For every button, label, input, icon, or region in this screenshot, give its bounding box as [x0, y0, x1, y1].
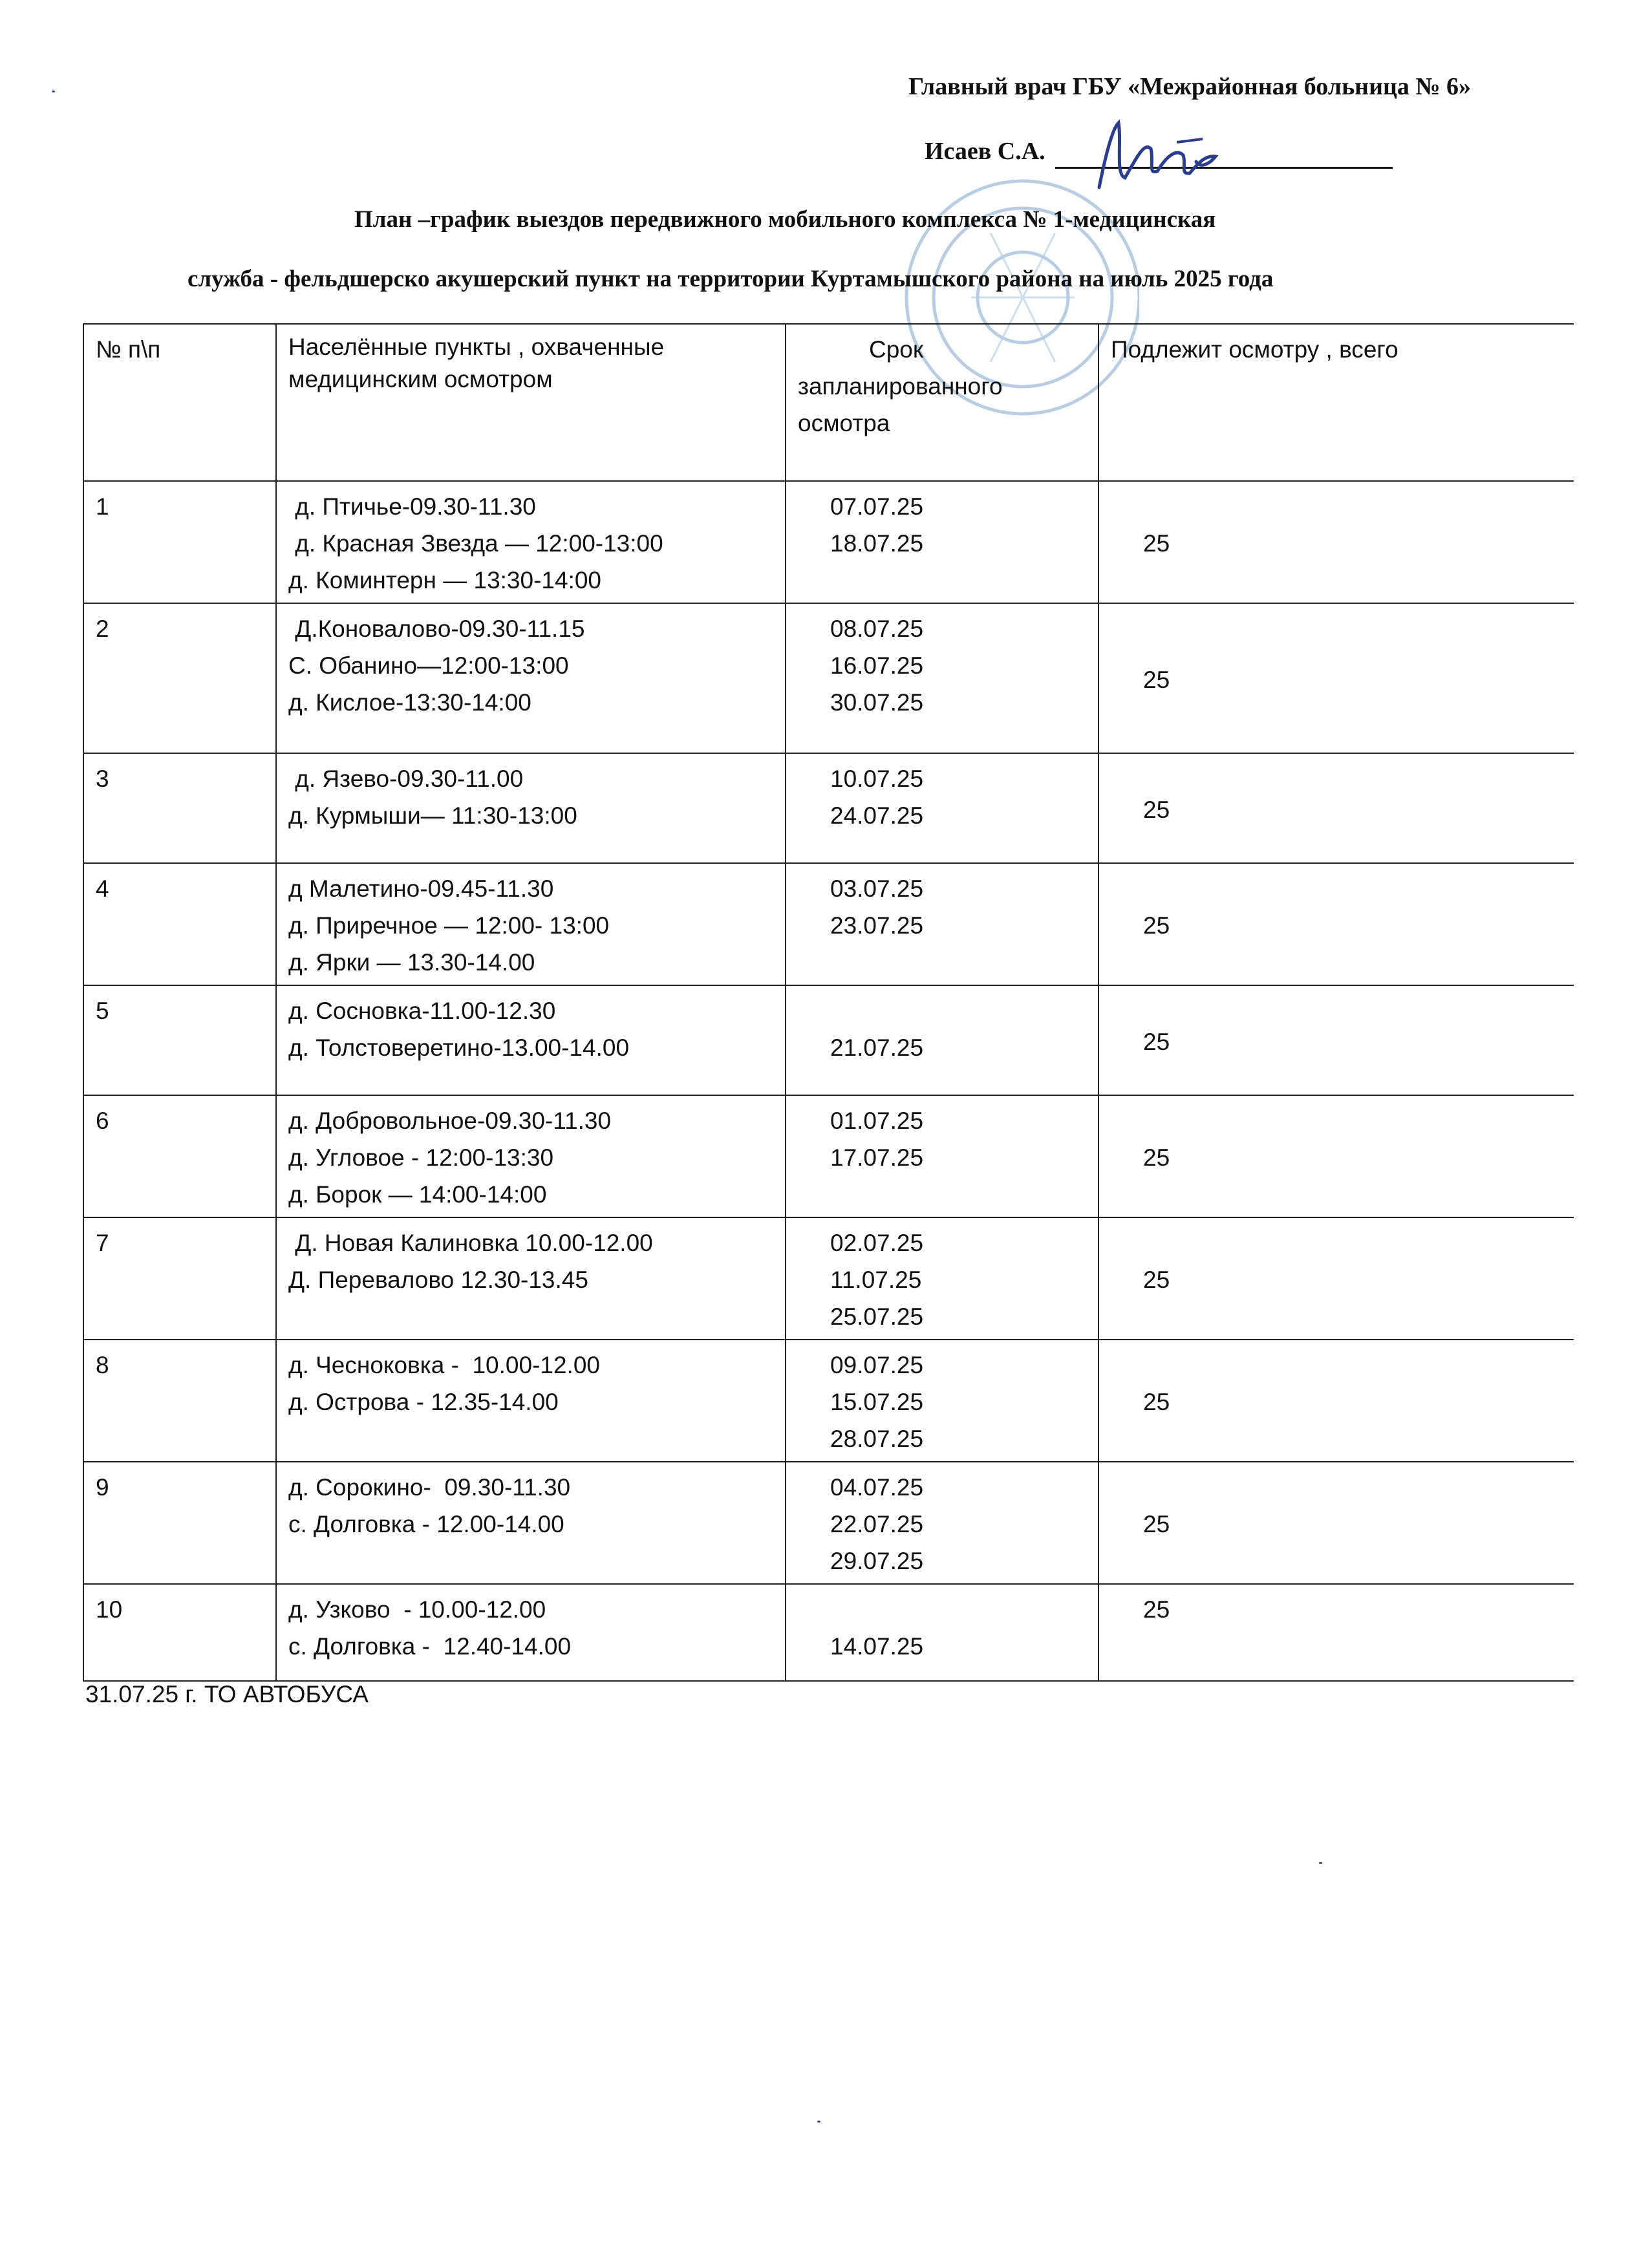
table-row: [83, 481, 1574, 603]
row-dates: [786, 1095, 1098, 1217]
row-dates: [786, 1584, 1098, 1681]
scan-speck: [817, 2121, 820, 2123]
date-entry: 22.07.25: [830, 1511, 924, 1537]
handwritten-signature: [1086, 116, 1241, 200]
row-places: [276, 481, 786, 603]
date-entry: 04.07.25: [830, 1474, 924, 1501]
place-entry: д. Добровольное-09.30-11.30: [288, 1107, 612, 1134]
date-entry: 24.07.25: [830, 802, 924, 829]
row-dates: [786, 603, 1098, 753]
place-entry: д. Чесноковка - 10.00-12.00: [288, 1352, 600, 1378]
date-entry: 23.07.25: [830, 912, 924, 939]
table-row: [83, 1584, 1574, 1681]
plan-title-line2: служба - фельдшерско акушерский пункт на территории Куртамышского района на июль 2025 года: [188, 266, 1274, 292]
place-entry: д. Коминтерн — 13:30-14:00: [288, 567, 601, 594]
row-places: [276, 1340, 786, 1462]
place-entry: С. Обанино—12:00-13:00: [288, 652, 569, 679]
row-count: 25: [1098, 753, 1574, 863]
row-places: [276, 985, 786, 1095]
scan-speck: [1319, 1862, 1322, 1864]
footer-note: 31.07.25 г. ТО АВТОБУСА: [85, 1681, 369, 1707]
row-dates: [786, 1462, 1098, 1584]
header-places: Населённые пункты , охваченные медицинским осмотром: [276, 324, 786, 481]
row-places: [276, 753, 786, 863]
row-count: 25: [1098, 603, 1574, 753]
row-number: 1: [83, 481, 276, 603]
place-entry: д. Птичье-09.30-11.30: [288, 493, 536, 520]
header-dates-line1: Срок: [869, 336, 924, 363]
row-number: 8: [83, 1340, 276, 1462]
date-entry: 09.07.25: [830, 1352, 924, 1378]
row-count: 25: [1098, 863, 1574, 985]
date-entry: 07.07.25: [830, 493, 924, 520]
header-count: Подлежит осмотру , всего: [1098, 324, 1574, 481]
row-places: [276, 1095, 786, 1217]
date-entry: 01.07.25: [830, 1107, 924, 1134]
table-row: [83, 1095, 1574, 1217]
place-entry: с. Долговка - 12.40-14.00: [288, 1633, 572, 1660]
date-entry: 29.07.25: [830, 1548, 924, 1574]
row-count: 25: [1098, 1462, 1574, 1584]
date-entry: 18.07.25: [830, 530, 924, 557]
place-entry: д. Угловое - 12:00-13:30: [288, 1144, 554, 1171]
date-entry: 21.07.25: [830, 1034, 924, 1061]
row-count: 25: [1098, 1095, 1574, 1217]
table-header-row: [83, 324, 1574, 481]
row-count: 25: [1098, 1340, 1574, 1462]
row-number: 3: [83, 753, 276, 863]
place-entry: д. Приречное — 12:00- 13:00: [288, 912, 610, 939]
date-entry: 11.07.25: [830, 1267, 922, 1293]
place-entry: д. Язево-09.30-11.00: [288, 765, 524, 792]
row-count: 25: [1098, 481, 1574, 603]
date-entry: 03.07.25: [830, 875, 924, 902]
table-row: [83, 603, 1574, 753]
place-entry: д. Ярки — 13.30-14.00: [288, 949, 535, 976]
date-entry: 02.07.25: [830, 1230, 924, 1256]
row-places: [276, 1584, 786, 1681]
date-entry: [830, 1591, 1086, 1628]
date-entry: 16.07.25: [830, 652, 924, 679]
row-dates: [786, 481, 1098, 603]
place-entry: Д. Новая Калиновка 10.00-12.00: [288, 1230, 653, 1256]
place-entry: д. Толстоверетино-13.00-14.00: [288, 1034, 630, 1061]
row-dates: [786, 985, 1098, 1095]
place-entry: д. Острова - 12.35-14.00: [288, 1389, 559, 1415]
approval-title: Главный врач ГБУ «Межрайонная больница № 6»: [908, 73, 1472, 100]
row-dates: [786, 863, 1098, 985]
table-row: [83, 1217, 1574, 1340]
place-entry: Д. Перевалово 12.30-13.45: [288, 1267, 588, 1293]
table-row: [83, 985, 1574, 1095]
row-dates: [786, 1217, 1098, 1340]
plan-title-line1: План –график выездов передвижного мобильного комплекса № 1-медицинская: [354, 206, 1216, 233]
approval-signatory: Исаев С.А.: [925, 138, 1045, 165]
table-row: [83, 1462, 1574, 1584]
row-dates: [786, 1340, 1098, 1462]
place-entry: д. Узково - 10.00-12.00: [288, 1596, 546, 1623]
row-places: [276, 1462, 786, 1584]
place-entry: д. Кислое-13:30-14:00: [288, 689, 531, 716]
place-entry: д Малетино-09.45-11.30: [288, 875, 554, 902]
place-entry: д. Сорокино- 09.30-11.30: [288, 1474, 571, 1501]
date-entry: 14.07.25: [830, 1633, 924, 1660]
date-entry: 15.07.25: [830, 1389, 924, 1415]
row-number: 2: [83, 603, 276, 753]
table-row: [83, 863, 1574, 985]
schedule-table: [83, 323, 1574, 1682]
row-places: [276, 603, 786, 753]
place-entry: д. Борок — 14:00-14:00: [288, 1181, 547, 1208]
date-entry: 25.07.25: [830, 1303, 924, 1330]
row-number: 10: [83, 1584, 276, 1681]
header-dates-line2: запланированного: [798, 373, 1003, 400]
header-dates-line3: осмотра: [798, 410, 890, 436]
place-entry: д. Сосновка-11.00-12.30: [288, 998, 556, 1024]
row-count: 25: [1098, 1584, 1574, 1681]
place-entry: д. Красная Звезда — 12:00-13:00: [288, 530, 663, 557]
place-entry: с. Долговка - 12.00-14.00: [288, 1511, 564, 1537]
place-entry: д. Курмыши— 11:30-13:00: [288, 802, 577, 829]
table-row: [83, 1340, 1574, 1462]
row-number: 9: [83, 1462, 276, 1584]
row-number: 6: [83, 1095, 276, 1217]
row-places: [276, 863, 786, 985]
place-entry: Д.Коноваловo-09.30-11.15: [288, 615, 585, 642]
row-count: 25: [1098, 1217, 1574, 1340]
header-dates: [786, 324, 1098, 481]
scan-speck: [52, 91, 55, 92]
row-number: 5: [83, 985, 276, 1095]
row-places: [276, 1217, 786, 1340]
row-dates: [786, 753, 1098, 863]
row-number: 4: [83, 863, 276, 985]
date-entry: [830, 992, 1086, 1029]
table-row: [83, 753, 1574, 863]
date-entry: 17.07.25: [830, 1144, 924, 1171]
date-entry: 08.07.25: [830, 615, 924, 642]
date-entry: 28.07.25: [830, 1426, 924, 1452]
header-number: № п\п: [83, 324, 276, 481]
row-number: 7: [83, 1217, 276, 1340]
date-entry: 30.07.25: [830, 689, 924, 716]
row-count: 25: [1098, 985, 1574, 1095]
date-entry: 10.07.25: [830, 765, 924, 792]
